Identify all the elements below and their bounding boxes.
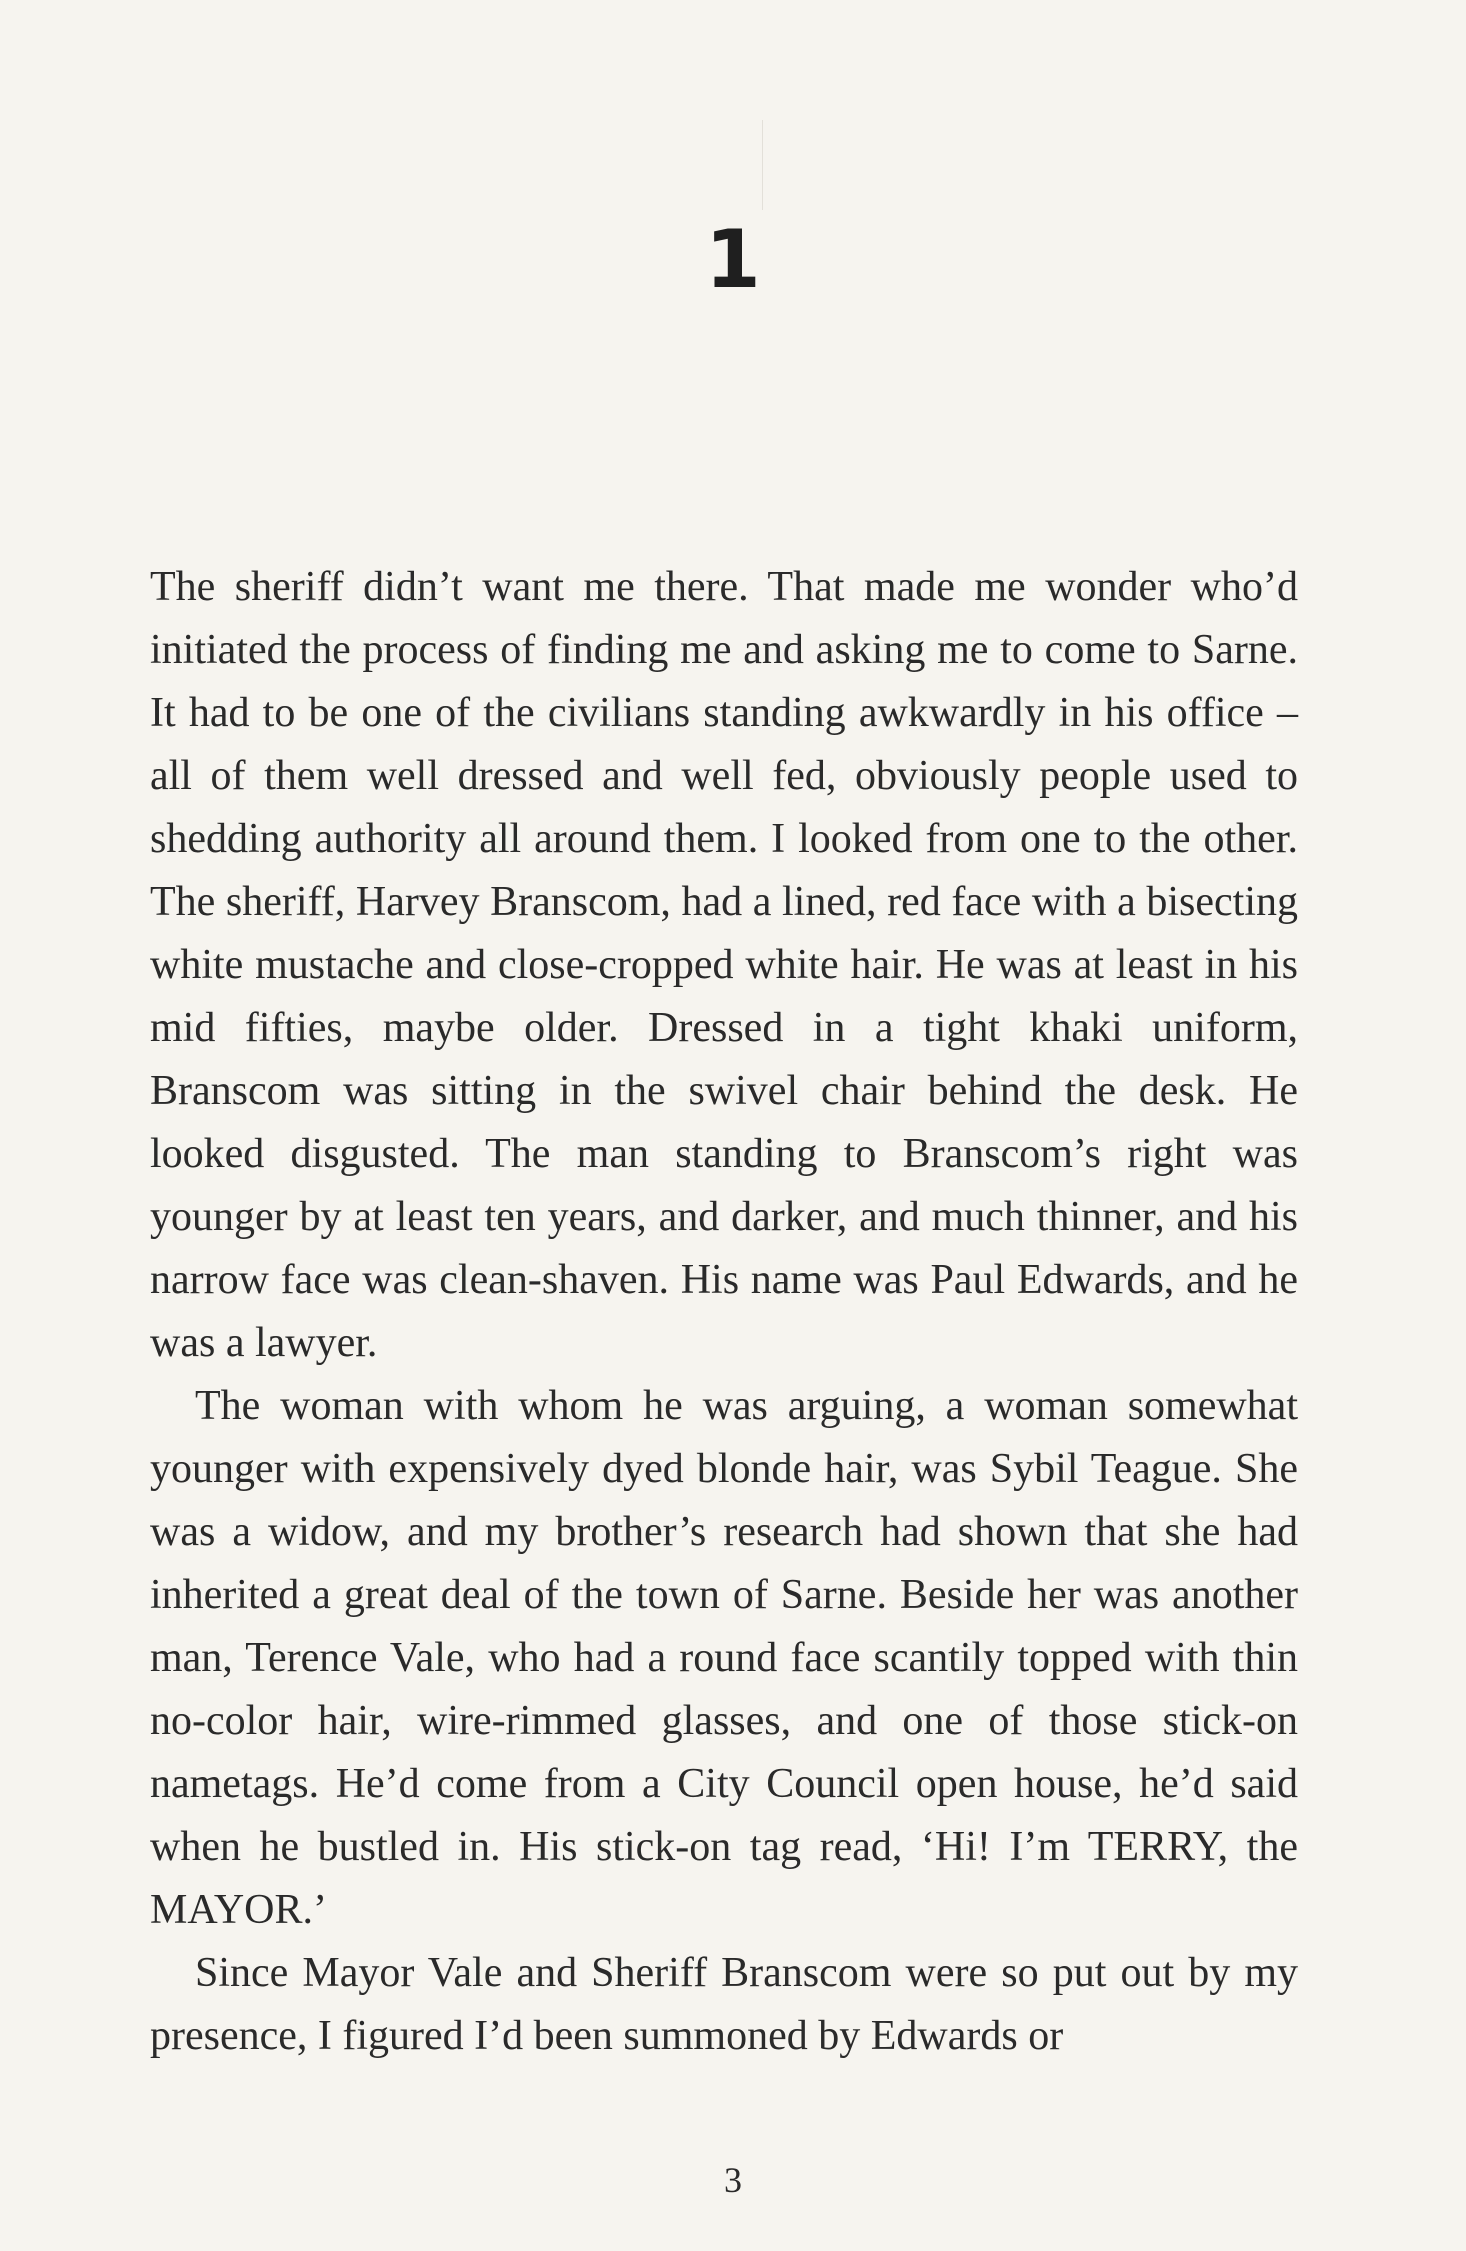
paragraph-3: Since Mayor Vale and Sheriff Branscom were so put out by my presence, I figured I’d been summoned by Edwards or: [150, 1950, 1298, 2059]
chapter-body: [150, 556, 1298, 2068]
page-number: 3: [724, 2160, 742, 2200]
chapter-number: 1: [705, 213, 761, 306]
paragraph-2: The woman with whom he was arguing, a woman somewhat younger with expensively dyed blonde hair, was Sybil Teague. She was a widow, and my brother’s research had shown that she had inherited a great deal of the town of Sarne. Beside her was another man, Terence Vale, who had a round face scantily topped with thin no-color hair, wire-rimmed glasses, and one of those stick-on nametags. He’d come from a City Council open house, he’d said when he bustled in. His stick-on tag read, ‘Hi! I’m TERRY, the MAYOR.’: [150, 1383, 1298, 1933]
scan-artifact-line: [762, 120, 763, 210]
paragraph-1: The sheriff didn’t want me there. That made me wonder who’d initiated the process of finding me and asking me to come to Sarne. It had to be one of the civilians standing awkwardly in his office – all of them well dressed and well fed, obviously people used to shedding authority all around them. I looked from one to the other. The sheriff, Harvey Branscom, had a lined, red face with a bisecting white mustache and close-cropped white hair. He was at least in his mid fifties, maybe older. Dressed in a tight khaki uniform, Branscom was sitting in the swivel chair behind the desk. He looked disgusted. The man standing to Branscom’s right was younger by at least ten years, and darker, and much thinner, and his narrow face was clean-shaven. His name was Paul Edwards, and he was a lawyer.: [150, 564, 1298, 1366]
